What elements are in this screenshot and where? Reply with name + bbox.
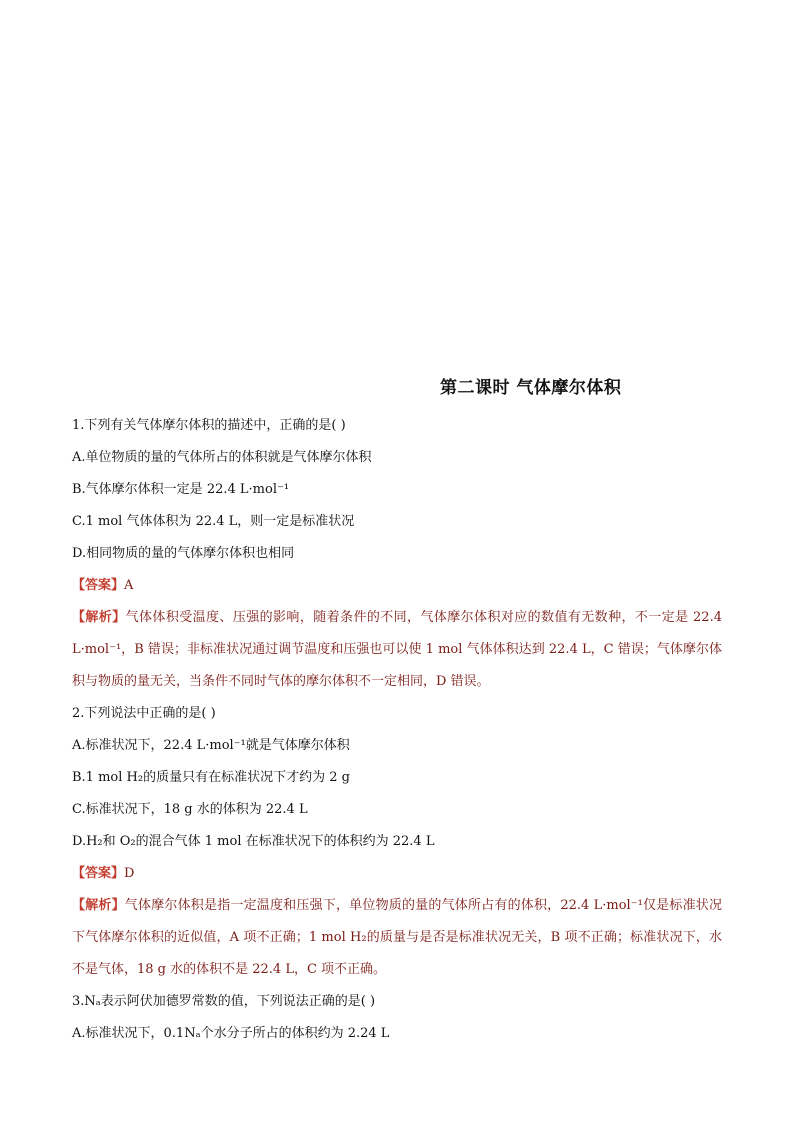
question-content	[72, 410, 722, 1050]
analysis-text: 气体体积受温度、压强的影响，随着条件的不同，气体摩尔体积对应的数值有无数种，不一定是 22.4 L·mol⁻¹，B 错误；非标准状况通过调节温度和压强也可以使 1 mol 气体体积达到 22.4 L，C 错误；气体摩尔体积与物质的量无关，当条件不同时气体的摩尔体积不一定相同，D 错误。	[72, 610, 722, 689]
answer-value: D	[124, 866, 135, 881]
question-2-analysis	[72, 890, 722, 986]
question-2-answer	[72, 858, 722, 890]
answer-value: A	[124, 578, 134, 593]
answer-tag: 【答案】	[72, 578, 125, 593]
analysis-tag: 【解析】	[72, 898, 125, 913]
question-2-option-a: A.标准状况下，22.4 L·mol⁻¹就是气体摩尔体积	[72, 738, 350, 753]
question-2-stem: 2.下列说法中正确的是( )	[72, 706, 216, 721]
question-2-option-d: D.H₂和 O₂的混合气体 1 mol 在标准状况下的体积约为 22.4 L	[72, 834, 435, 849]
answer-tag: 【答案】	[72, 866, 125, 881]
question-1-option-a: A.单位物质的量的气体所占的体积就是气体摩尔体积	[72, 450, 372, 465]
question-1-stem: 1.下列有关气体摩尔体积的描述中，正确的是( )	[72, 418, 346, 433]
analysis-tag: 【解析】	[72, 610, 126, 625]
question-3-option-a: A.标准状况下，0.1Nₐ个水分子所占的体积约为 2.24 L	[72, 1026, 390, 1041]
analysis-text: 气体摩尔体积是指一定温度和压强下，单位物质的量的气体所占有的体积，22.4 L·mol⁻¹仅是标准状况下气体摩尔体积的近似值，A 项不正确；1 mol H₂的质量与是否是标准状况无关，B 项不正确；标准状况下，水不是气体，18 g 水的体积不是 22.4 L，C 项不正确。	[72, 898, 722, 977]
question-2-option-b: B.1 mol H₂的质量只有在标准状况下才约为 2 g	[72, 770, 350, 785]
question-1-option-d: D.相同物质的量的气体摩尔体积也相同	[72, 546, 295, 561]
page-title: 第二课时 气体摩尔体积	[440, 378, 622, 398]
question-2-option-c: C.标准状况下，18 g 水的体积为 22.4 L	[72, 802, 308, 817]
question-1-option-c: C.1 mol 气体体积为 22.4 L，则一定是标准状况	[72, 514, 355, 529]
question-1-option-b: B.气体摩尔体积一定是 22.4 L·mol⁻¹	[72, 482, 290, 497]
question-3-stem: 3.Nₐ表示阿伏加德罗常数的值，下列说法正确的是( )	[72, 994, 376, 1009]
question-1-answer	[72, 570, 722, 602]
question-1-analysis	[72, 602, 722, 698]
